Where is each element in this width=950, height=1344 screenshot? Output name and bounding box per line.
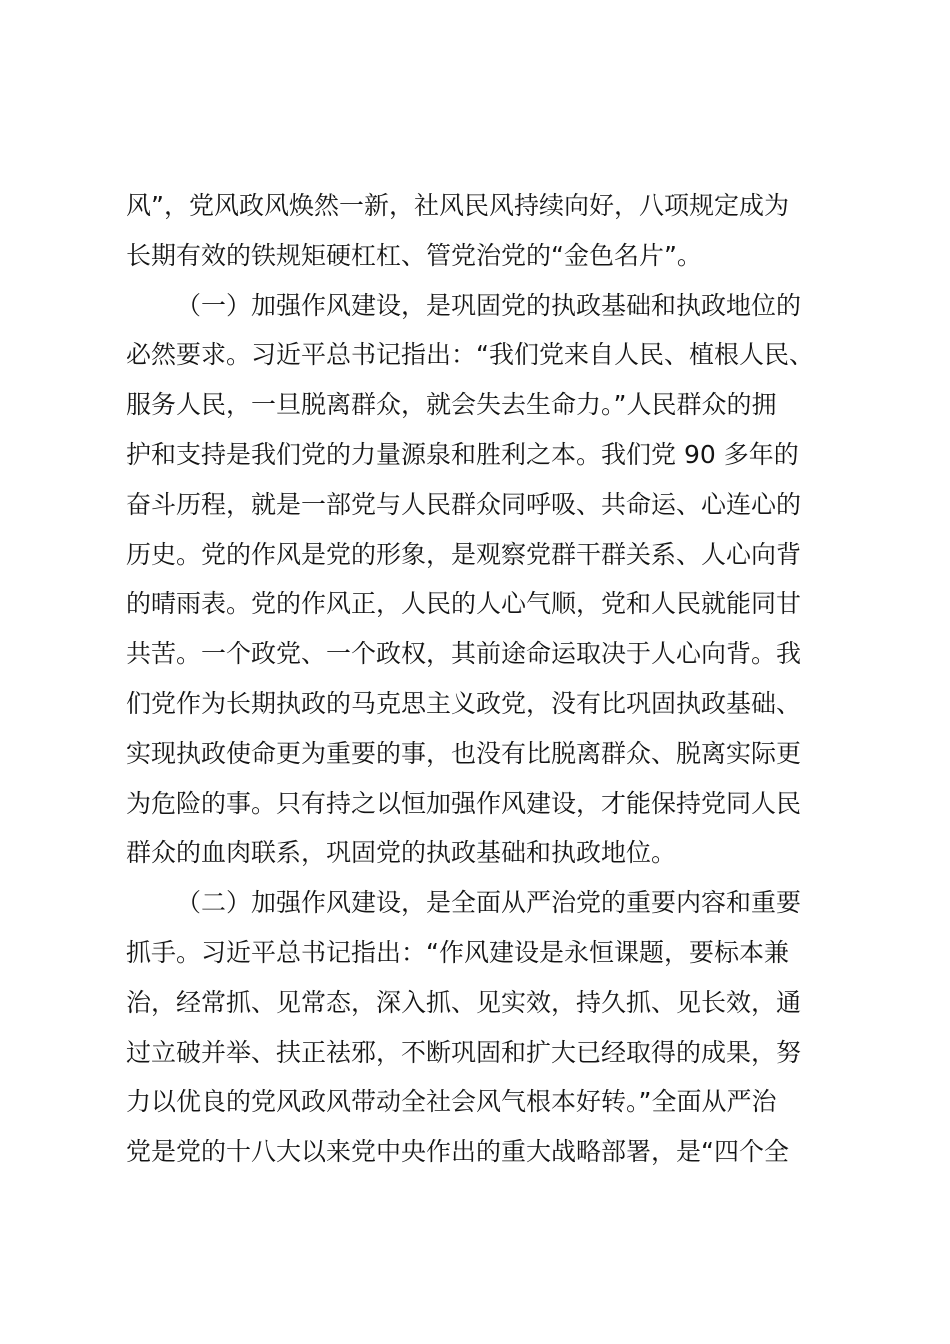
section-heading-line: （二）加强作风建设，是全面从严治党的重要内容和重要 (176, 888, 802, 918)
text-line: 必然要求。习近平总书记指出：“我们党来自人民、植根人民、 (126, 340, 814, 370)
text-line: 护和支持是我们党的力量源泉和胜利之本。我们党 90 多年的 (126, 439, 799, 469)
text-line: 力以优良的党风政风带动全社会风气根本好转。”全面从严治 (126, 1087, 777, 1117)
text-line: 的晴雨表。党的作风正，人民的人心气顺，党和人民就能同甘 (126, 589, 802, 619)
text-line: 历史。党的作风是党的形象，是观察党群干群关系、人心向背 (126, 539, 802, 569)
text-line: 群众的血肉联系，巩固党的执政基础和执政地位。 (126, 838, 677, 868)
text-line: 共苦。一个政党、一个政权，其前途命运取决于人心向背。我 (126, 639, 802, 669)
text-line: 党是党的十八大以来党中央作出的重大战略部署，是“四个全 (126, 1137, 789, 1167)
text-line: 实现执政使命更为重要的事，也没有比脱离群众、脱离实际更 (126, 738, 802, 768)
text-line: 风”，党风政风焕然一新，社风民风持续向好，八项规定成为 (126, 191, 789, 220)
text-line: 奋斗历程，就是一部党与人民群众同呼吸、共命运、心连心的 (126, 489, 802, 519)
text-line: 服务人民，一旦脱离群众，就会失去生命力。”人民群众的拥 (126, 390, 777, 420)
document-body-text (126, 181, 838, 1177)
section-heading-line: （一）加强作风建设，是巩固党的执政基础和执政地位的 (176, 290, 802, 320)
text-line: 们党作为长期执政的马克思主义政党，没有比巩固执政基础、 (126, 688, 802, 718)
text-line: 抓手。习近平总书记指出：“作风建设是永恒课题，要标本兼 (126, 937, 789, 967)
text-line: 治，经常抓、见常态，深入抓、见实效，持久抓、见长效，通 (126, 987, 802, 1017)
text-line: 为危险的事。只有持之以恒加强作风建设，才能保持党同人民 (126, 788, 802, 818)
text-line: 过立破并举、扶正祛邪，不断巩固和扩大已经取得的成果，努 (126, 1037, 802, 1067)
text-line: 长期有效的铁规矩硬杠杠、管党治党的“金色名片”。 (126, 240, 702, 270)
